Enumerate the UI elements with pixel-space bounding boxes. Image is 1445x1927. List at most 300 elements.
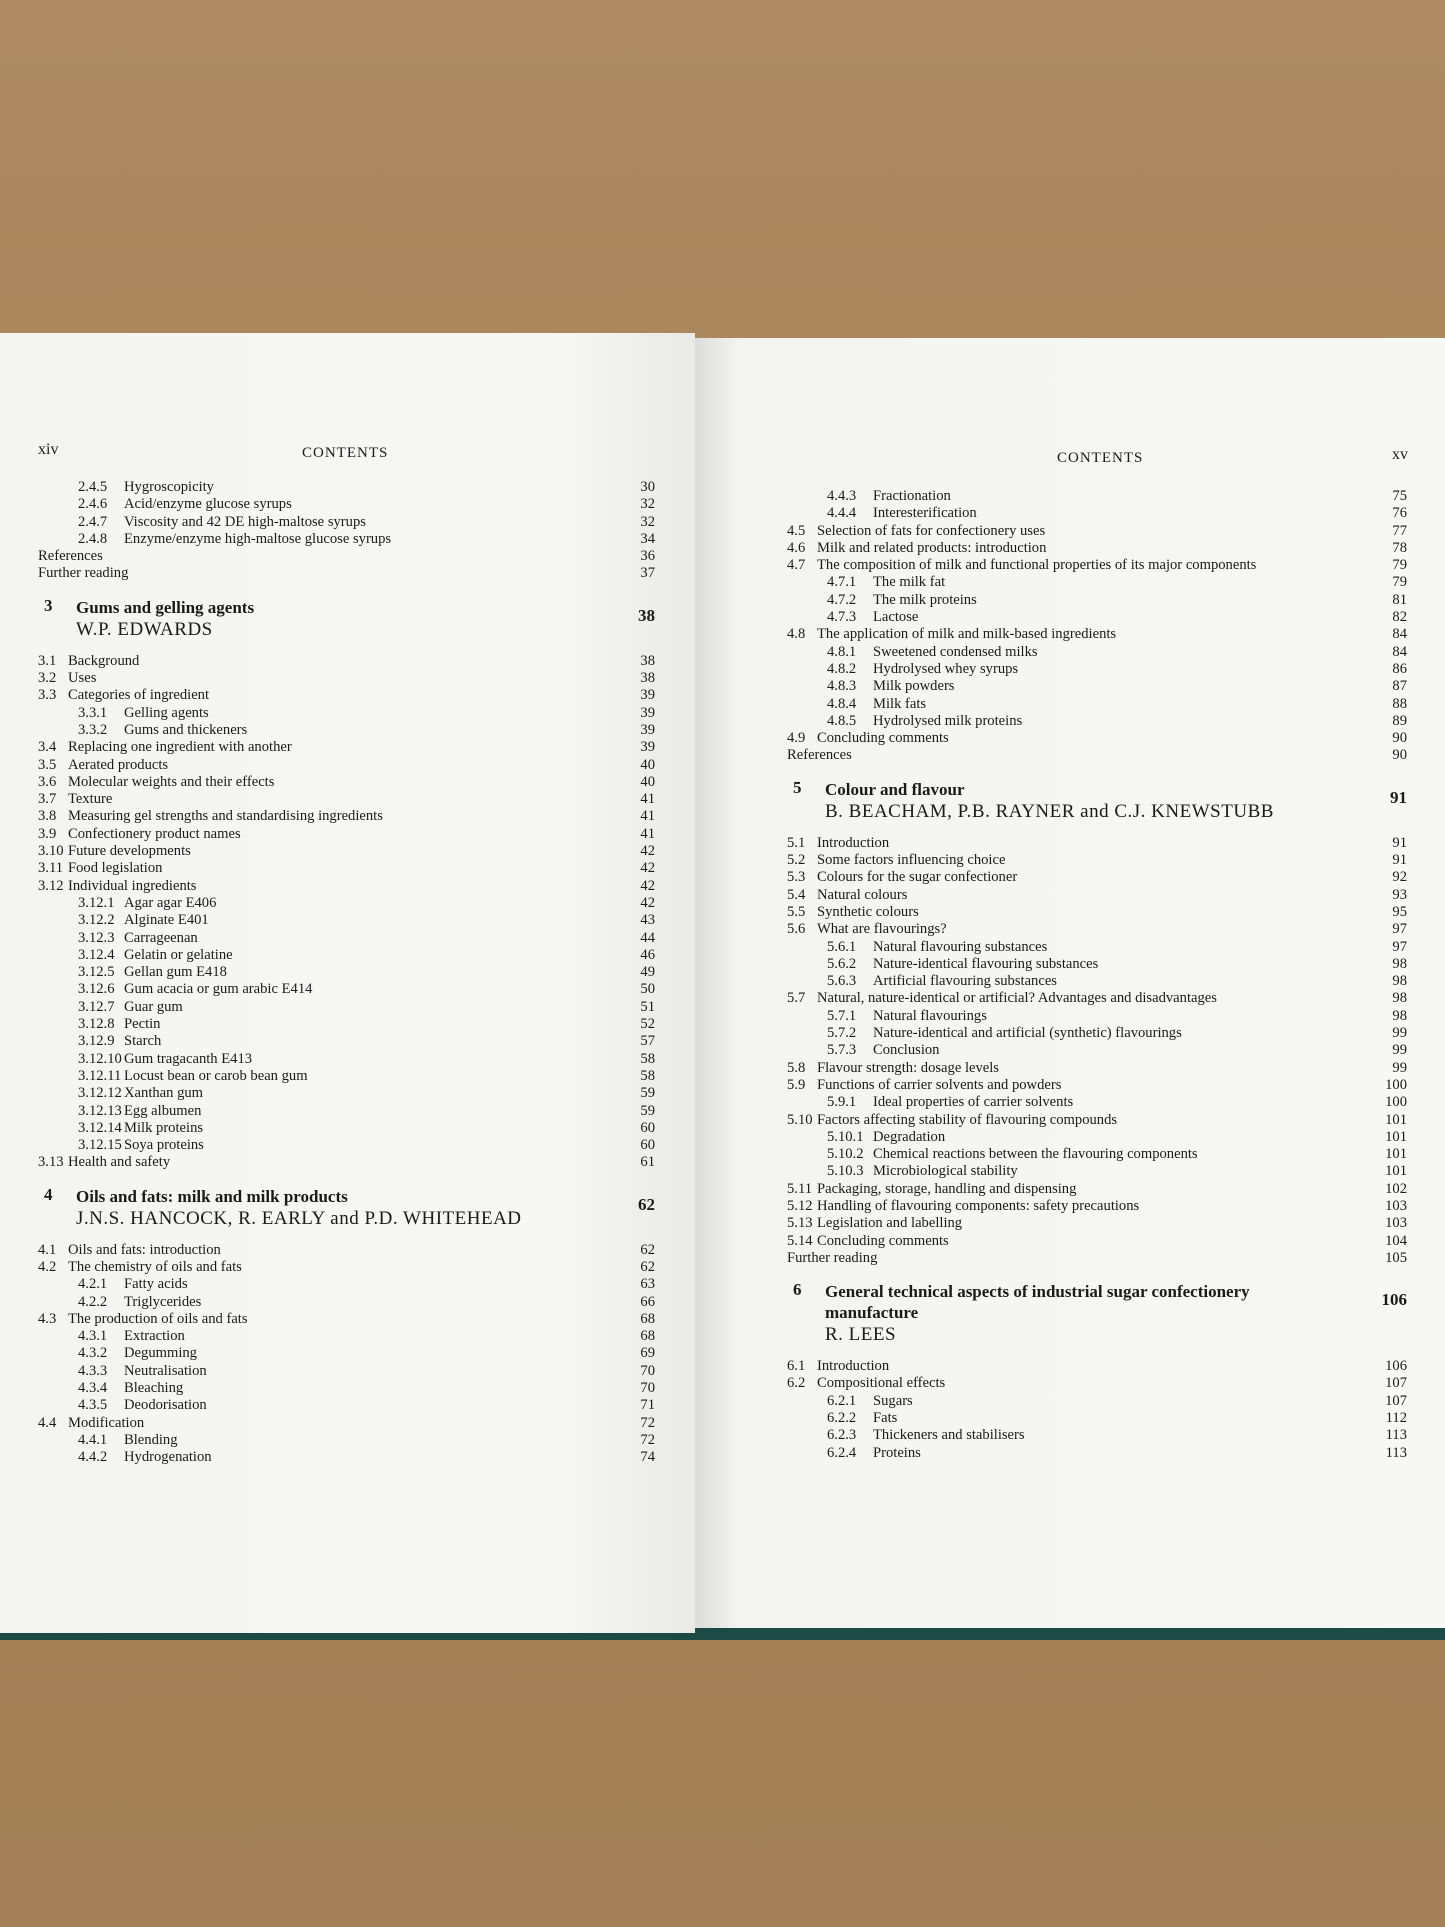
toc-entry: [787, 835, 1407, 852]
toc-entry-number: 3.8: [38, 808, 57, 825]
toc-entry: [787, 1233, 1407, 1250]
toc-entry-title: Aerated products: [68, 756, 169, 773]
toc-entry-page: 61: [640, 1154, 655, 1171]
toc-entry-title: References: [787, 747, 852, 764]
toc-entry-page: 84: [1392, 626, 1407, 643]
toc-entry-page: 101: [1385, 1163, 1407, 1180]
toc-entry-page: 100: [1385, 1094, 1407, 1111]
toc-entry-number: 3.1: [38, 652, 57, 669]
toc-entry: [38, 895, 655, 912]
toc-entry-page: 71: [640, 1397, 655, 1414]
toc-entry-page: 68: [640, 1310, 655, 1327]
toc-entry-title: Nature-identical flavouring substances: [873, 955, 1099, 972]
toc-entry-title: Future developments: [68, 843, 191, 860]
toc-entry-title: Health and safety: [68, 1154, 171, 1171]
toc-entry-title: Natural flavourings: [873, 1007, 987, 1024]
toc-entry-title: Degumming: [124, 1345, 197, 1362]
toc-entry: [38, 514, 655, 531]
toc-entry: [38, 1276, 655, 1293]
toc-entry-title: Hydrolysed whey syrups: [873, 660, 1019, 677]
toc-entry-page: 81: [1392, 591, 1407, 608]
toc-entry-title: Extraction: [124, 1328, 185, 1345]
toc-entry-number: 2.4.6: [78, 496, 108, 513]
toc-entry-page: 72: [640, 1431, 655, 1448]
left-toc: [38, 479, 655, 1467]
toc-entry-title: Interesterification: [873, 505, 977, 522]
chapter-number: 3: [44, 595, 53, 615]
toc-entry-title: Measuring gel strengths and standardising ingredients: [68, 808, 383, 825]
toc-entry-page: 42: [640, 894, 655, 911]
toc-entry: [38, 981, 655, 998]
toc-entry-page: 72: [640, 1414, 655, 1431]
toc-entry: [787, 939, 1407, 956]
toc-entry: [38, 479, 655, 496]
toc-entry-title: Categories of ingredient: [68, 687, 210, 704]
toc-entry-number: 5.10.1: [827, 1128, 864, 1145]
toc-entry-number: 5.7.3: [827, 1042, 857, 1059]
toc-entry-number: 3.12.10: [78, 1050, 122, 1067]
chapter-4-heading: [38, 1186, 655, 1230]
toc-entry-number: 5.2: [787, 852, 806, 869]
toc-entry-number: 5.8: [787, 1059, 806, 1076]
toc-entry-title: Microbiological stability: [873, 1163, 1018, 1180]
toc-entry-title: Chemical reactions between the flavouring components: [873, 1146, 1198, 1163]
toc-entry-number: 5.7.1: [827, 1007, 857, 1024]
toc-entry-page: 38: [640, 670, 655, 687]
chapter-number: 5: [793, 777, 802, 797]
toc-entry: [787, 730, 1407, 747]
toc-entry-number: 4.8.5: [827, 712, 857, 729]
toc-entry-number: 4.4.1: [78, 1431, 108, 1448]
toc-entry-number: 3.6: [38, 773, 57, 790]
toc-entry: [38, 808, 655, 825]
toc-entry: [787, 557, 1407, 574]
right-page: [695, 338, 1445, 1628]
toc-entry-page: 75: [1392, 488, 1407, 504]
toc-entry-number: 3.3.1: [78, 704, 108, 721]
toc-entry-page: 60: [640, 1119, 655, 1136]
toc-entry-number: 5.11: [787, 1180, 812, 1197]
toc-entry-number: 6.2.4: [827, 1444, 857, 1461]
toc-entry-number: 5.12: [787, 1197, 813, 1214]
toc-entry-title: Texture: [68, 791, 113, 808]
toc-entry-page: 32: [640, 513, 655, 530]
left-running-head: CONTENTS: [302, 445, 389, 461]
toc-entry: [38, 739, 655, 756]
toc-entry-number: 3.12.14: [78, 1119, 122, 1136]
toc-entry: [787, 678, 1407, 695]
toc-entry-title: Sweetened condensed milks: [873, 643, 1038, 660]
toc-entry: [787, 1008, 1407, 1025]
toc-entry-page: 52: [640, 1016, 655, 1033]
toc-entry: [787, 1129, 1407, 1146]
toc-entry-page: 107: [1385, 1392, 1407, 1409]
toc-entry-title: Lactose: [873, 609, 919, 626]
toc-entry-number: 3.12.13: [78, 1102, 122, 1119]
toc-entry-number: 4.2.1: [78, 1276, 108, 1293]
toc-entry: [787, 488, 1407, 505]
chapter-page: 106: [1381, 1290, 1407, 1310]
left-page: [0, 333, 695, 1633]
chapter-6-heading: [787, 1281, 1407, 1346]
toc-entry-page: 107: [1385, 1375, 1407, 1392]
toc-entry: [787, 973, 1407, 990]
toc-entry-page: 59: [640, 1102, 655, 1119]
toc-entry-page: 39: [640, 704, 655, 721]
toc-entry: [787, 1427, 1407, 1444]
toc-entry: [787, 1112, 1407, 1129]
toc-entry-page: 42: [640, 843, 655, 860]
toc-entry-title: Fats: [873, 1410, 898, 1427]
toc-entry-title: Modification: [68, 1414, 145, 1431]
toc-entry-title: Handling of flavouring components: safety precautions: [817, 1197, 1140, 1214]
toc-entry-page: 113: [1385, 1427, 1407, 1444]
toc-entry-title: Natural, nature-identical or artificial? Advantages and disadvantages: [817, 990, 1217, 1007]
toc-entry-title: Guar gum: [124, 998, 183, 1015]
toc-entry-page: 91: [1392, 852, 1407, 869]
toc-entry-page: 69: [640, 1345, 655, 1362]
toc-entry-page: 97: [1392, 921, 1407, 938]
toc-entry-page: 36: [640, 548, 655, 565]
toc-entry-title: Concluding comments: [817, 1232, 949, 1249]
toc-entry-number: 5.10.2: [827, 1146, 864, 1163]
toc-entry: [787, 1250, 1407, 1267]
toc-entry: [38, 670, 655, 687]
chapter-number: 6: [793, 1280, 802, 1300]
toc-entry-title: Synthetic colours: [817, 903, 919, 920]
toc-entry-title: Milk and related products: introduction: [817, 539, 1047, 556]
toc-entry-title: Further reading: [38, 565, 129, 582]
toc-entry-number: 4.2: [38, 1258, 57, 1275]
toc-entry: [787, 990, 1407, 1007]
toc-entry-page: 98: [1392, 955, 1407, 972]
toc-entry-number: 5.10: [787, 1111, 813, 1128]
toc-entry-title: Factors affecting stability of flavouring compounds: [817, 1111, 1118, 1128]
ch5-entry-list: [787, 835, 1407, 1267]
chapter-5-heading: [787, 779, 1407, 823]
toc-entry-number: 5.13: [787, 1215, 813, 1232]
toc-entry-title: Nature-identical and artificial (synthetic) flavourings: [873, 1025, 1182, 1042]
toc-entry: [787, 1375, 1407, 1392]
toc-entry-title: Flavour strength: dosage levels: [817, 1059, 999, 1076]
ch2-continued-list: [38, 479, 655, 583]
toc-entry-number: 5.14: [787, 1232, 813, 1249]
chapter-title: Oils and fats: milk and milk products: [76, 1186, 348, 1206]
toc-entry-number: 2.4.8: [78, 530, 108, 547]
toc-entry-page: 66: [640, 1293, 655, 1310]
toc-entry-title: The composition of milk and functional properties of its major components: [817, 557, 1257, 574]
toc-entry-title: Milk fats: [873, 695, 927, 712]
toc-entry: [38, 565, 655, 582]
toc-entry-title: Gums and thickeners: [124, 721, 248, 738]
toc-entry: [787, 852, 1407, 869]
toc-entry-number: 5.9.1: [827, 1094, 857, 1111]
toc-entry-page: 40: [640, 773, 655, 790]
toc-entry-page: 99: [1392, 1042, 1407, 1059]
toc-entry-title: Hydrogenation: [124, 1449, 212, 1466]
toc-entry: [38, 912, 655, 929]
toc-entry-page: 98: [1392, 973, 1407, 990]
toc-entry-page: 70: [640, 1362, 655, 1379]
toc-entry: [787, 626, 1407, 643]
toc-entry-page: 101: [1385, 1111, 1407, 1128]
toc-entry-number: 4.4.3: [827, 488, 857, 504]
toc-entry-page: 112: [1385, 1410, 1407, 1427]
toc-entry-number: 5.1: [787, 834, 806, 851]
toc-entry-number: 4.3.3: [78, 1362, 108, 1379]
toc-entry: [38, 1120, 655, 1137]
toc-entry-number: 3.9: [38, 825, 57, 842]
toc-entry: [787, 956, 1407, 973]
toc-entry-number: 4.8.2: [827, 660, 857, 677]
toc-entry-number: 4.3.1: [78, 1328, 108, 1345]
toc-entry-title: Enzyme/enzyme high-maltose glucose syrups: [124, 530, 392, 547]
toc-entry-number: 4.3.5: [78, 1397, 108, 1414]
toc-entry: [787, 696, 1407, 713]
toc-entry: [38, 1311, 655, 1328]
toc-entry-title: Blending: [124, 1431, 178, 1448]
toc-entry-page: 62: [640, 1241, 655, 1258]
toc-entry-number: 3.13: [38, 1154, 64, 1171]
toc-entry: [787, 1060, 1407, 1077]
toc-entry: [787, 1094, 1407, 1111]
toc-entry-title: Introduction: [817, 834, 890, 851]
toc-entry-title: Molecular weights and their effects: [68, 773, 275, 790]
toc-entry-page: 113: [1385, 1444, 1407, 1461]
ch4-entry-list: [38, 1242, 655, 1467]
toc-entry-title: Introduction: [817, 1358, 890, 1375]
toc-entry-number: 4.3.4: [78, 1380, 108, 1397]
toc-entry-page: 38: [640, 652, 655, 669]
toc-entry-number: 5.9: [787, 1076, 806, 1093]
toc-entry: [787, 921, 1407, 938]
chapter-title: Gums and gelling agents: [76, 597, 255, 617]
right-folio: xv: [1392, 446, 1408, 463]
toc-entry-number: 4.4.2: [78, 1449, 108, 1466]
toc-entry-page: 58: [640, 1050, 655, 1067]
toc-entry: [38, 1051, 655, 1068]
toc-entry-number: 4.6: [787, 539, 806, 556]
toc-entry-page: 41: [640, 825, 655, 842]
toc-entry-title: Fractionation: [873, 488, 951, 504]
toc-entry: [38, 757, 655, 774]
toc-entry-title: Food legislation: [68, 860, 163, 877]
toc-entry-number: 4.8.3: [827, 678, 857, 695]
toc-entry: [787, 1181, 1407, 1198]
toc-entry-page: 87: [1392, 678, 1407, 695]
toc-entry-title: Further reading: [787, 1249, 878, 1266]
toc-entry-title: Gellan gum E418: [124, 964, 227, 981]
toc-entry-number: 3.7: [38, 791, 57, 808]
toc-entry-number: 6.2.2: [827, 1410, 857, 1427]
toc-entry-number: 3.11: [38, 860, 63, 877]
toc-entry-page: 102: [1385, 1180, 1407, 1197]
toc-entry-page: 34: [640, 530, 655, 547]
toc-entry: [38, 705, 655, 722]
toc-entry: [38, 1259, 655, 1276]
toc-entry-page: 49: [640, 964, 655, 981]
toc-entry-title: Natural colours: [817, 886, 908, 903]
chapter-title: Colour and flavour: [825, 779, 965, 799]
toc-entry-number: 4.3.2: [78, 1345, 108, 1362]
toc-entry: [38, 1103, 655, 1120]
toc-entry-number: 3.12.7: [78, 998, 115, 1015]
toc-entry: [787, 1445, 1407, 1462]
ch6-entry-list: [787, 1358, 1407, 1462]
toc-entry: [787, 747, 1407, 764]
toc-entry-number: 3.3: [38, 687, 57, 704]
toc-entry-page: 101: [1385, 1146, 1407, 1163]
toc-entry-number: 5.6.3: [827, 973, 857, 990]
toc-entry: [38, 548, 655, 565]
toc-entry: [38, 1363, 655, 1380]
toc-entry: [787, 1393, 1407, 1410]
toc-entry: [38, 653, 655, 670]
toc-entry-page: 82: [1392, 609, 1407, 626]
toc-entry-page: 42: [640, 860, 655, 877]
toc-entry-page: 43: [640, 912, 655, 929]
toc-entry-number: 3.10: [38, 843, 64, 860]
toc-entry-page: 92: [1392, 869, 1407, 886]
toc-entry-title: Concluding comments: [817, 730, 949, 747]
chapter-page: 38: [638, 605, 655, 625]
toc-entry-title: Carrageenan: [124, 929, 198, 946]
toc-entry-title: What are flavourings?: [817, 921, 947, 938]
toc-entry-page: 93: [1392, 886, 1407, 903]
toc-entry-page: 103: [1385, 1215, 1407, 1232]
toc-entry-title: Functions of carrier solvents and powders: [817, 1076, 1062, 1093]
toc-entry: [38, 964, 655, 981]
toc-entry-title: Sugars: [873, 1392, 913, 1409]
toc-entry: [787, 1025, 1407, 1042]
toc-entry: [787, 1358, 1407, 1375]
toc-entry: [787, 644, 1407, 661]
toc-entry-title: The milk fat: [873, 574, 946, 591]
toc-entry-title: Some factors influencing choice: [817, 852, 1006, 869]
toc-entry-number: 2.4.5: [78, 479, 108, 495]
chapter-authors: B. BEACHAM, P.B. RAYNER and C.J. KNEWSTUBB: [825, 800, 1274, 822]
chapter-authors: R. LEES: [825, 1324, 897, 1346]
toc-entry: [38, 1397, 655, 1414]
toc-entry-number: 3.12.4: [78, 946, 115, 963]
toc-entry-title: The application of milk and milk-based ingredients: [817, 626, 1117, 643]
toc-entry: [38, 496, 655, 513]
toc-entry-title: Conclusion: [873, 1042, 940, 1059]
toc-entry: [787, 1410, 1407, 1427]
toc-entry-number: 3.12: [38, 877, 64, 894]
toc-entry-page: 57: [640, 1033, 655, 1050]
toc-entry-number: 4.9: [787, 730, 806, 747]
chapter-3-heading: [38, 597, 655, 641]
toc-entry-page: 60: [640, 1137, 655, 1154]
toc-entry-title: Egg albumen: [124, 1102, 202, 1119]
toc-entry: [787, 1198, 1407, 1215]
toc-entry-title: Hydrolysed milk proteins: [873, 712, 1023, 729]
toc-entry-title: Artificial flavouring substances: [873, 973, 1057, 990]
toc-entry-number: 4.8.4: [827, 695, 857, 712]
toc-entry-title: Gum acacia or gum arabic E414: [124, 981, 313, 998]
toc-entry-number: 4.7.1: [827, 574, 857, 591]
toc-entry-title: Colours for the sugar confectioner: [817, 869, 1018, 886]
toc-entry-title: Alginate E401: [124, 912, 209, 929]
toc-entry-page: 32: [640, 496, 655, 513]
toc-entry-title: Viscosity and 42 DE high-maltose syrups: [124, 513, 366, 530]
toc-entry-number: 3.12.3: [78, 929, 115, 946]
toc-entry-page: 50: [640, 981, 655, 998]
toc-entry-page: 76: [1392, 505, 1407, 522]
toc-entry-number: 4.8: [787, 626, 806, 643]
toc-entry-title: Selection of fats for confectionery uses: [817, 522, 1046, 539]
toc-entry-page: 103: [1385, 1197, 1407, 1214]
toc-entry: [38, 1294, 655, 1311]
toc-entry-page: 30: [640, 479, 655, 495]
toc-entry-page: 98: [1392, 990, 1407, 1007]
toc-entry-page: 88: [1392, 695, 1407, 712]
toc-entry-title: Background: [68, 652, 140, 669]
right-running-head: CONTENTS: [1057, 450, 1144, 466]
toc-entry-page: 104: [1385, 1232, 1407, 1249]
toc-entry-page: 42: [640, 877, 655, 894]
toc-entry-page: 63: [640, 1276, 655, 1293]
toc-entry-number: 3.12.15: [78, 1137, 122, 1154]
toc-entry-page: 39: [640, 739, 655, 756]
toc-entry-page: 39: [640, 687, 655, 704]
toc-entry-title: Neutralisation: [124, 1362, 207, 1379]
toc-entry-title: Xanthan gum: [124, 1085, 204, 1102]
toc-entry: [787, 574, 1407, 591]
toc-entry-title: Natural flavouring substances: [873, 938, 1048, 955]
toc-entry-number: 6.2.1: [827, 1392, 857, 1409]
toc-entry-number: 3.12.5: [78, 964, 115, 981]
toc-entry: [787, 869, 1407, 886]
toc-entry: [38, 1016, 655, 1033]
toc-entry-page: 89: [1392, 712, 1407, 729]
toc-entry: [787, 540, 1407, 557]
toc-entry-page: 101: [1385, 1128, 1407, 1145]
toc-entry-title: Starch: [124, 1033, 162, 1050]
toc-entry-page: 90: [1392, 747, 1407, 764]
toc-entry-page: 79: [1392, 574, 1407, 591]
toc-entry: [38, 1449, 655, 1466]
toc-entry-page: 78: [1392, 539, 1407, 556]
right-toc: [787, 488, 1407, 1462]
toc-entry-number: 5.5: [787, 903, 806, 920]
toc-entry-page: 95: [1392, 903, 1407, 920]
toc-entry: [38, 843, 655, 860]
toc-entry-title: Milk proteins: [124, 1119, 204, 1136]
toc-entry-title: Degradation: [873, 1128, 946, 1145]
toc-entry-number: 4.5: [787, 522, 806, 539]
toc-entry: [38, 774, 655, 791]
toc-entry-page: 40: [640, 756, 655, 773]
toc-entry: [787, 1146, 1407, 1163]
toc-entry: [38, 722, 655, 739]
toc-entry: [787, 609, 1407, 626]
toc-entry-number: 2.4.7: [78, 513, 108, 530]
toc-entry-page: 90: [1392, 730, 1407, 747]
toc-entry-page: 74: [640, 1449, 655, 1466]
toc-entry-page: 68: [640, 1328, 655, 1345]
toc-entry-number: 3.12.2: [78, 912, 115, 929]
chapter-title: General technical aspects of industrial sugar confectionery manufacture: [825, 1282, 1250, 1323]
toc-entry-page: 44: [640, 929, 655, 946]
toc-entry-title: Gelatin or gelatine: [124, 946, 233, 963]
toc-entry: [787, 505, 1407, 522]
toc-entry-number: 4.1: [38, 1241, 57, 1258]
toc-entry-title: Replacing one ingredient with another: [68, 739, 292, 756]
toc-entry-page: 91: [1392, 834, 1407, 851]
toc-entry-title: Legislation and labelling: [817, 1215, 963, 1232]
